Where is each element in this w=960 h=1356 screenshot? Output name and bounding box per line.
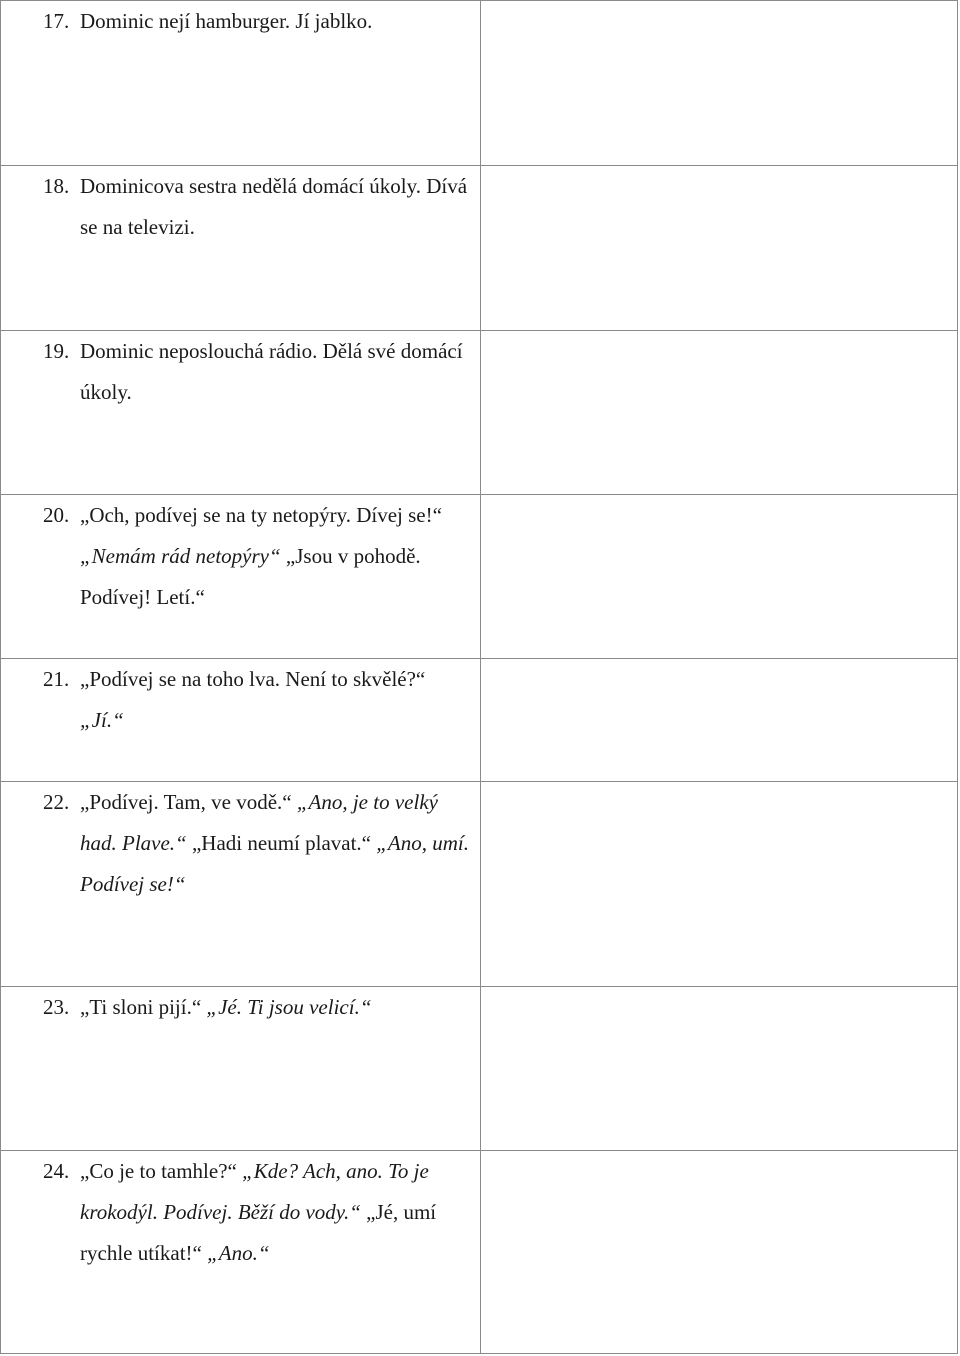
exercise-cell	[1, 331, 481, 495]
text-segment: „Ano, umí. Podívej se!“	[80, 831, 470, 896]
worksheet-rows	[1, 1, 958, 1354]
table-row	[1, 987, 958, 1151]
answer-cell[interactable]	[481, 1151, 958, 1354]
text-segment: „Kde? Ach, ano. To je krokodýl. Podívej. Běží do vody.“	[80, 1159, 429, 1224]
text-segment: Dominic neposlouchá rádio. Dělá své domácí úkoly.	[80, 339, 463, 404]
text-segment: „Jé. Ti jsou velicí.“	[206, 995, 372, 1019]
exercise-number: 20.	[43, 503, 70, 527]
text-segment: „Nemám rád netopýry“	[80, 544, 281, 568]
exercise-cell	[1, 1, 481, 166]
exercise-item	[1, 1151, 480, 1274]
exercise-text	[80, 782, 470, 905]
exercise-text	[80, 659, 470, 741]
exercise-text	[80, 987, 470, 1028]
exercise-number: 17.	[43, 9, 70, 33]
text-segment: „Hadi neumí plavat.“	[186, 831, 377, 855]
exercise-item	[1, 659, 480, 741]
text-segment: „Och, podívej se na ty netopýry. Dívej se!“	[80, 503, 442, 527]
text-segment: „Jé, umí rychle utíkat!“	[80, 1200, 437, 1265]
exercise-cell	[1, 166, 481, 331]
exercise-number: 18.	[43, 174, 70, 198]
table-row	[1, 659, 958, 782]
exercise-item	[1, 987, 480, 1028]
exercise-text	[80, 331, 470, 413]
table-row	[1, 331, 958, 495]
exercise-item	[1, 782, 480, 905]
text-segment: „Ano.“	[207, 1241, 270, 1265]
table-row	[1, 782, 958, 987]
text-segment: „Jsou v pohodě. Podívej! Letí.“	[80, 544, 421, 609]
answer-cell[interactable]	[481, 659, 958, 782]
table-row	[1, 495, 958, 659]
text-segment: „Co je to tamhle?“	[80, 1159, 243, 1183]
exercise-item	[1, 495, 480, 618]
exercise-number: 23.	[43, 995, 70, 1019]
answer-cell[interactable]	[481, 782, 958, 987]
text-segment: Dominic nejí hamburger. Jí jablko.	[80, 9, 373, 33]
answer-cell[interactable]	[481, 987, 958, 1151]
answer-cell[interactable]	[481, 331, 958, 495]
text-segment: „Ti sloni pijí.“	[80, 995, 207, 1019]
answer-cell[interactable]	[481, 495, 958, 659]
exercise-cell	[1, 782, 481, 987]
exercise-item	[1, 166, 480, 248]
exercise-text	[80, 1151, 470, 1274]
text-segment: „Jí.“	[80, 708, 124, 732]
text-segment: „Podívej. Tam, ve vodě.“	[80, 790, 297, 814]
exercise-text	[80, 1, 470, 42]
exercise-cell	[1, 987, 481, 1151]
exercise-number: 19.	[43, 339, 70, 363]
answer-cell[interactable]	[481, 166, 958, 331]
exercise-cell	[1, 495, 481, 659]
table-row	[1, 1, 958, 166]
exercise-number: 24.	[43, 1159, 70, 1183]
exercise-number: 21.	[43, 667, 70, 691]
exercise-item	[1, 1, 480, 42]
answer-cell[interactable]	[481, 1, 958, 166]
exercise-text	[80, 495, 470, 618]
text-segment: „Podívej se na toho lva. Není to skvělé?“	[80, 667, 426, 691]
exercise-cell	[1, 659, 481, 782]
exercise-cell	[1, 1151, 481, 1354]
exercise-item	[1, 331, 480, 413]
table-row	[1, 1151, 958, 1354]
table-row	[1, 166, 958, 331]
exercise-number: 22.	[43, 790, 70, 814]
text-segment: Dominicova sestra nedělá domácí úkoly. Dívá se na televizi.	[80, 174, 468, 239]
text-segment: „Ano, je to velký had. Plave.“	[80, 790, 438, 855]
exercise-text	[80, 166, 470, 248]
